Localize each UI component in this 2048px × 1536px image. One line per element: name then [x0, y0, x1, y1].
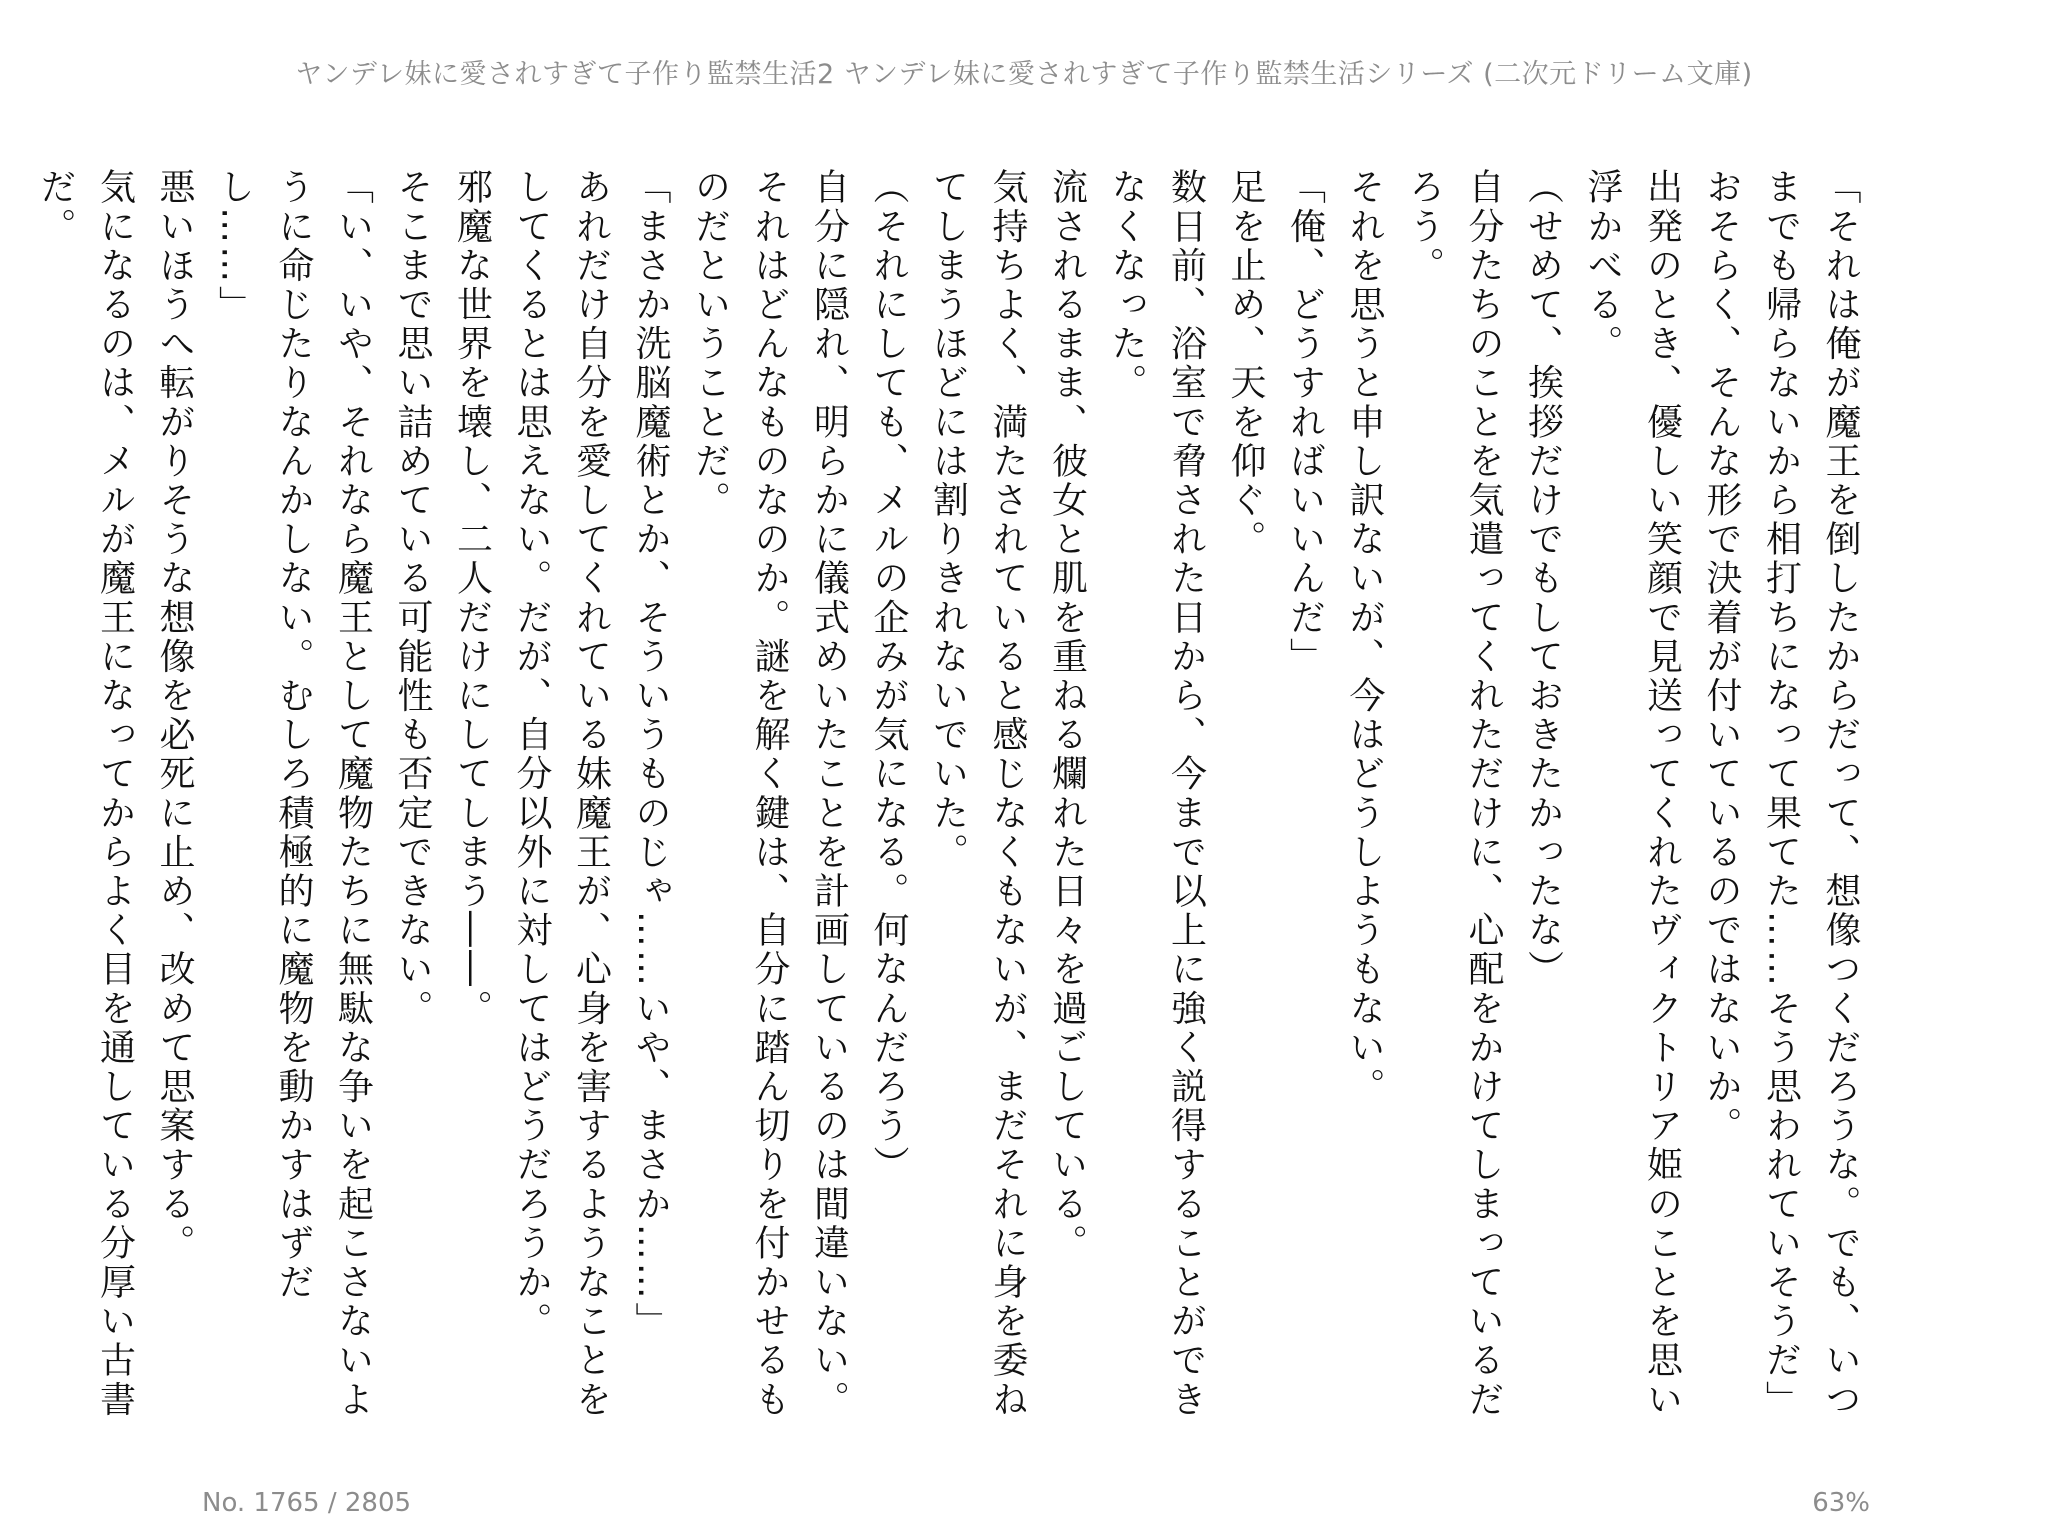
paragraph: 「まさか洗脳魔術とか、そういうものじゃ……いや、まさか……」 — [630, 168, 671, 1341]
paragraph: 「それは俺が魔王を倒したからだって、想像つくだろうな。でも、いつまでも帰らないから相打ちになって果てた……そう思われていそうだ」 — [1760, 168, 1861, 1420]
paragraph: 自分に隠れ、明らかに儀式めいたことを計画しているのは間違いない。それはどんなものなのか。謎を解く鍵は、自分に踏ん切りを付かせるものだということだ。 — [689, 168, 850, 1420]
paragraph: 「い、いや、それなら魔王として魔物たちに無駄な争いを起こさないように命じたりなんかしない。むしろ積極的に魔物を動かすはずだし……」 — [213, 168, 374, 1420]
progress-percent: 63% — [1812, 1488, 1870, 1518]
paragraph: （せめて、挨拶だけでもしておきたかったな） — [1522, 168, 1564, 990]
paragraph: 数日前、浴室で脅された日から、今まで以上に強く説得することができなくなった。 — [1106, 168, 1207, 1420]
paragraph: 足を止め、天を仰ぐ。 — [1225, 168, 1266, 559]
paragraph: おそらく、そんな形で決着が付いているのではないか。 — [1701, 168, 1742, 1146]
paragraph: 出発のとき、優しい笑顔で見送ってくれたヴィクトリア姫のことを思い浮かべる。 — [1582, 168, 1683, 1420]
reader-page[interactable] — [35, 168, 1870, 1448]
paragraph: 気になるのは、メルが魔王になってからよく目を通している分厚い古書だ。 — [35, 168, 136, 1420]
book-title: ヤンデレ妹に愛されすぎて子作り監禁生活2 ヤンデレ妹に愛されすぎて子作り監禁生活シリーズ (二次元ドリーム文庫) — [295, 59, 1753, 90]
paragraph: 邪魔な世界を壊し、二人だけにしてしまう――。 — [451, 168, 493, 1029]
paragraph: 悪いほうへ転がりそうな想像を必死に止め、改めて思案する。 — [154, 168, 195, 1263]
paragraph: 気持ちよく、満たされていると感じなくもないが、まだそれに身を委ねてしまうほどには割りきれないでいた。 — [927, 168, 1028, 1420]
paragraph: 「俺、どうすればいいんだ」 — [1284, 168, 1326, 677]
paragraph: （それにしても、メルの企みが気になる。何なんだろう） — [868, 168, 909, 1185]
paragraph: 自分たちのことを気遣ってくれただけに、心配をかけてしまっているだろう。 — [1403, 168, 1504, 1420]
paragraph: それを思うと申し訳ないが、今はどうしようもない。 — [1344, 168, 1385, 1107]
paragraph: 流されるまま、彼女と肌を重ねる爛れた日々を過ごしている。 — [1046, 168, 1088, 1263]
location-indicator: No. 1765 / 2805 — [202, 1488, 412, 1518]
paragraph: あれだけ自分を愛してくれている妹魔王が、心身を害するようなことをしてくるとは思えない。だが、自分以外に対してはどうだろうか。 — [511, 168, 612, 1420]
vertical-body-text — [35, 168, 1870, 1438]
paragraph: そこまで思い詰めている可能性も否定できない。 — [392, 168, 433, 1029]
